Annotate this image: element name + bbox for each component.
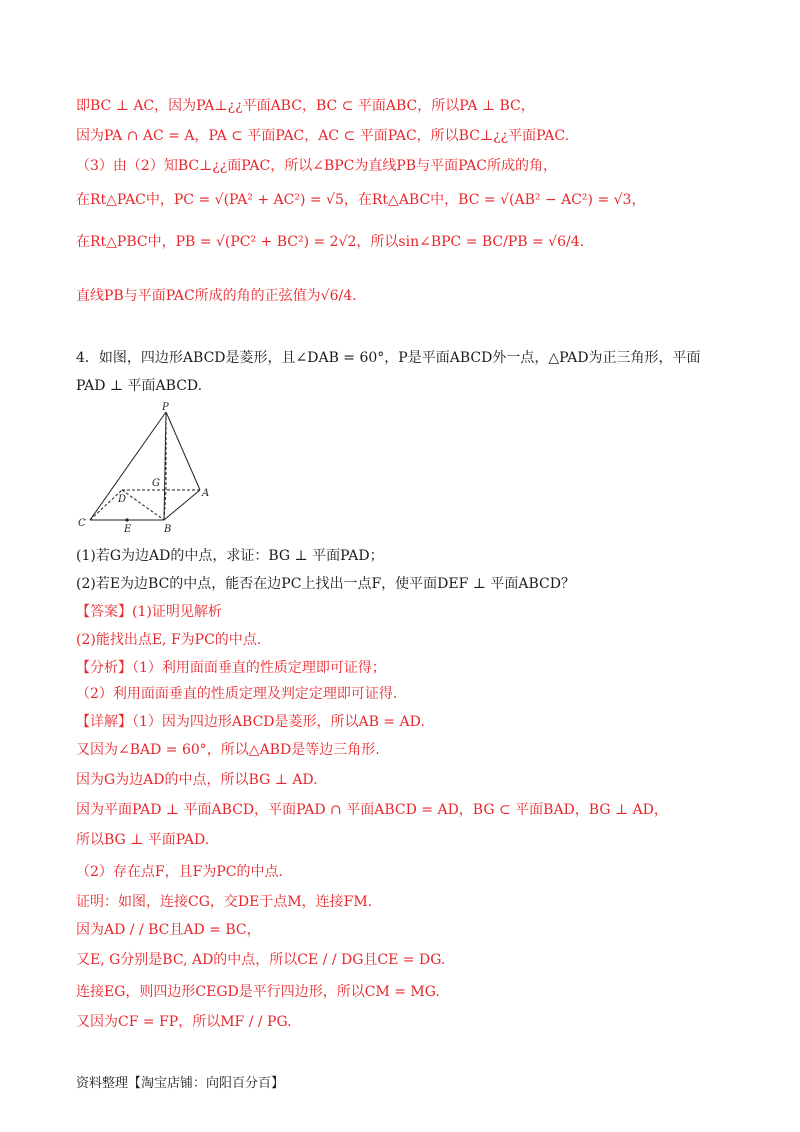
solution-line-2: 因为PA ∩ AC = A，PA ⊂ 平面PAC，AC ⊂ 平面PAC，所以BC⊥¿¿平面PAC. [76,128,570,144]
label-P: P [162,402,169,413]
detail-line-8: 因为AD / / BC且AD = BC， [76,922,261,938]
detail-line-5: 所以BG ⊥ 平面PAD. [76,832,210,848]
question-1: (1)若G为边AD的中点，求证：BG ⊥ 平面PAD； [76,548,384,564]
solution-line-1: 即BC ⊥ AC，因为PA⊥¿¿平面ABC，BC ⊂ 平面ABC，所以PA ⊥ BC， [76,98,535,114]
detail-line-6: （2）存在点F，且F为PC的中点. [76,864,283,880]
footer-source: 资料整理【淘宝店铺：向阳百分百】 [76,1076,285,1091]
detail-line-1: 【详解】（1）因为四边形ABCD是菱形，所以AB = AD. [76,714,425,730]
analysis-line-2: （2）利用面面垂直的性质定理及判定定理即可证得. [76,686,398,702]
label-A: A [202,488,210,499]
analysis-line-1: 【分析】（1）利用面面垂直的性质定理即可证得； [76,660,386,676]
label-C: C [78,518,86,529]
solution-line-3: （3）由（2）知BC⊥¿¿面PAC，所以∠BPC为直线PB与平面PAC所成的角， [76,158,558,174]
detail-line-10: 连接EG，则四边形CEGD是平行四边形，所以CM = MG. [76,984,440,1000]
detail-line-9: 又E, G分别是BC, AD的中点，所以CE / / DG且CE = DG. [76,952,446,968]
label-G: G [152,478,160,489]
label-E: E [124,524,132,535]
answer-line-2: (2)能找出点E, F为PC的中点. [76,632,262,648]
detail-line-4: 因为平面PAD ⊥ 平面ABCD，平面PAD ∩ 平面ABCD = AD，BG ⊂ 平面BAD，BG ⊥ AD， [76,802,668,818]
problem-stem-line2: PAD ⊥ 平面ABCD. [76,378,203,394]
detail-line-7: 证明：如图，连接CG，交DE于点M，连接FM. [76,894,373,910]
answer-line-1: 【答案】(1)证明见解析 [76,604,222,620]
solution-line-6: 直线PB与平面PAC所成的角的正弦值为√6/4. [76,288,357,304]
question-2: (2)若E为边BC的中点，能否在边PC上找出一点F，使平面DEF ⊥ 平面ABCD？ [76,576,575,592]
detail-line-3: 因为G为边AD的中点，所以BG ⊥ AD. [76,772,318,788]
label-B: B [164,524,172,535]
detail-line-11: 又因为CF = FP，所以MF / / PG. [76,1014,292,1030]
detail-line-2: 又因为∠BAD = 60°，所以△ABD是等边三角形. [76,742,380,758]
solution-line-5: 在Rt△PBC中，PB = √(PC² + BC²) = 2√2，所以sin∠BPC = BC/PB = √6/4. [76,234,585,250]
solution-line-4: 在Rt△PAC中，PC = √(PA² + AC²) = √5，在Rt△ABC中，BC = √(AB² − AC²) = √3， [76,192,646,208]
pyramid-figure [70,398,220,538]
problem-stem-line1: 4．如图，四边形ABCD是菱形，且∠DAB = 60°，P是平面ABCD外一点，△PAD为正三角形，平面 [76,350,701,366]
label-D: D [118,494,127,505]
